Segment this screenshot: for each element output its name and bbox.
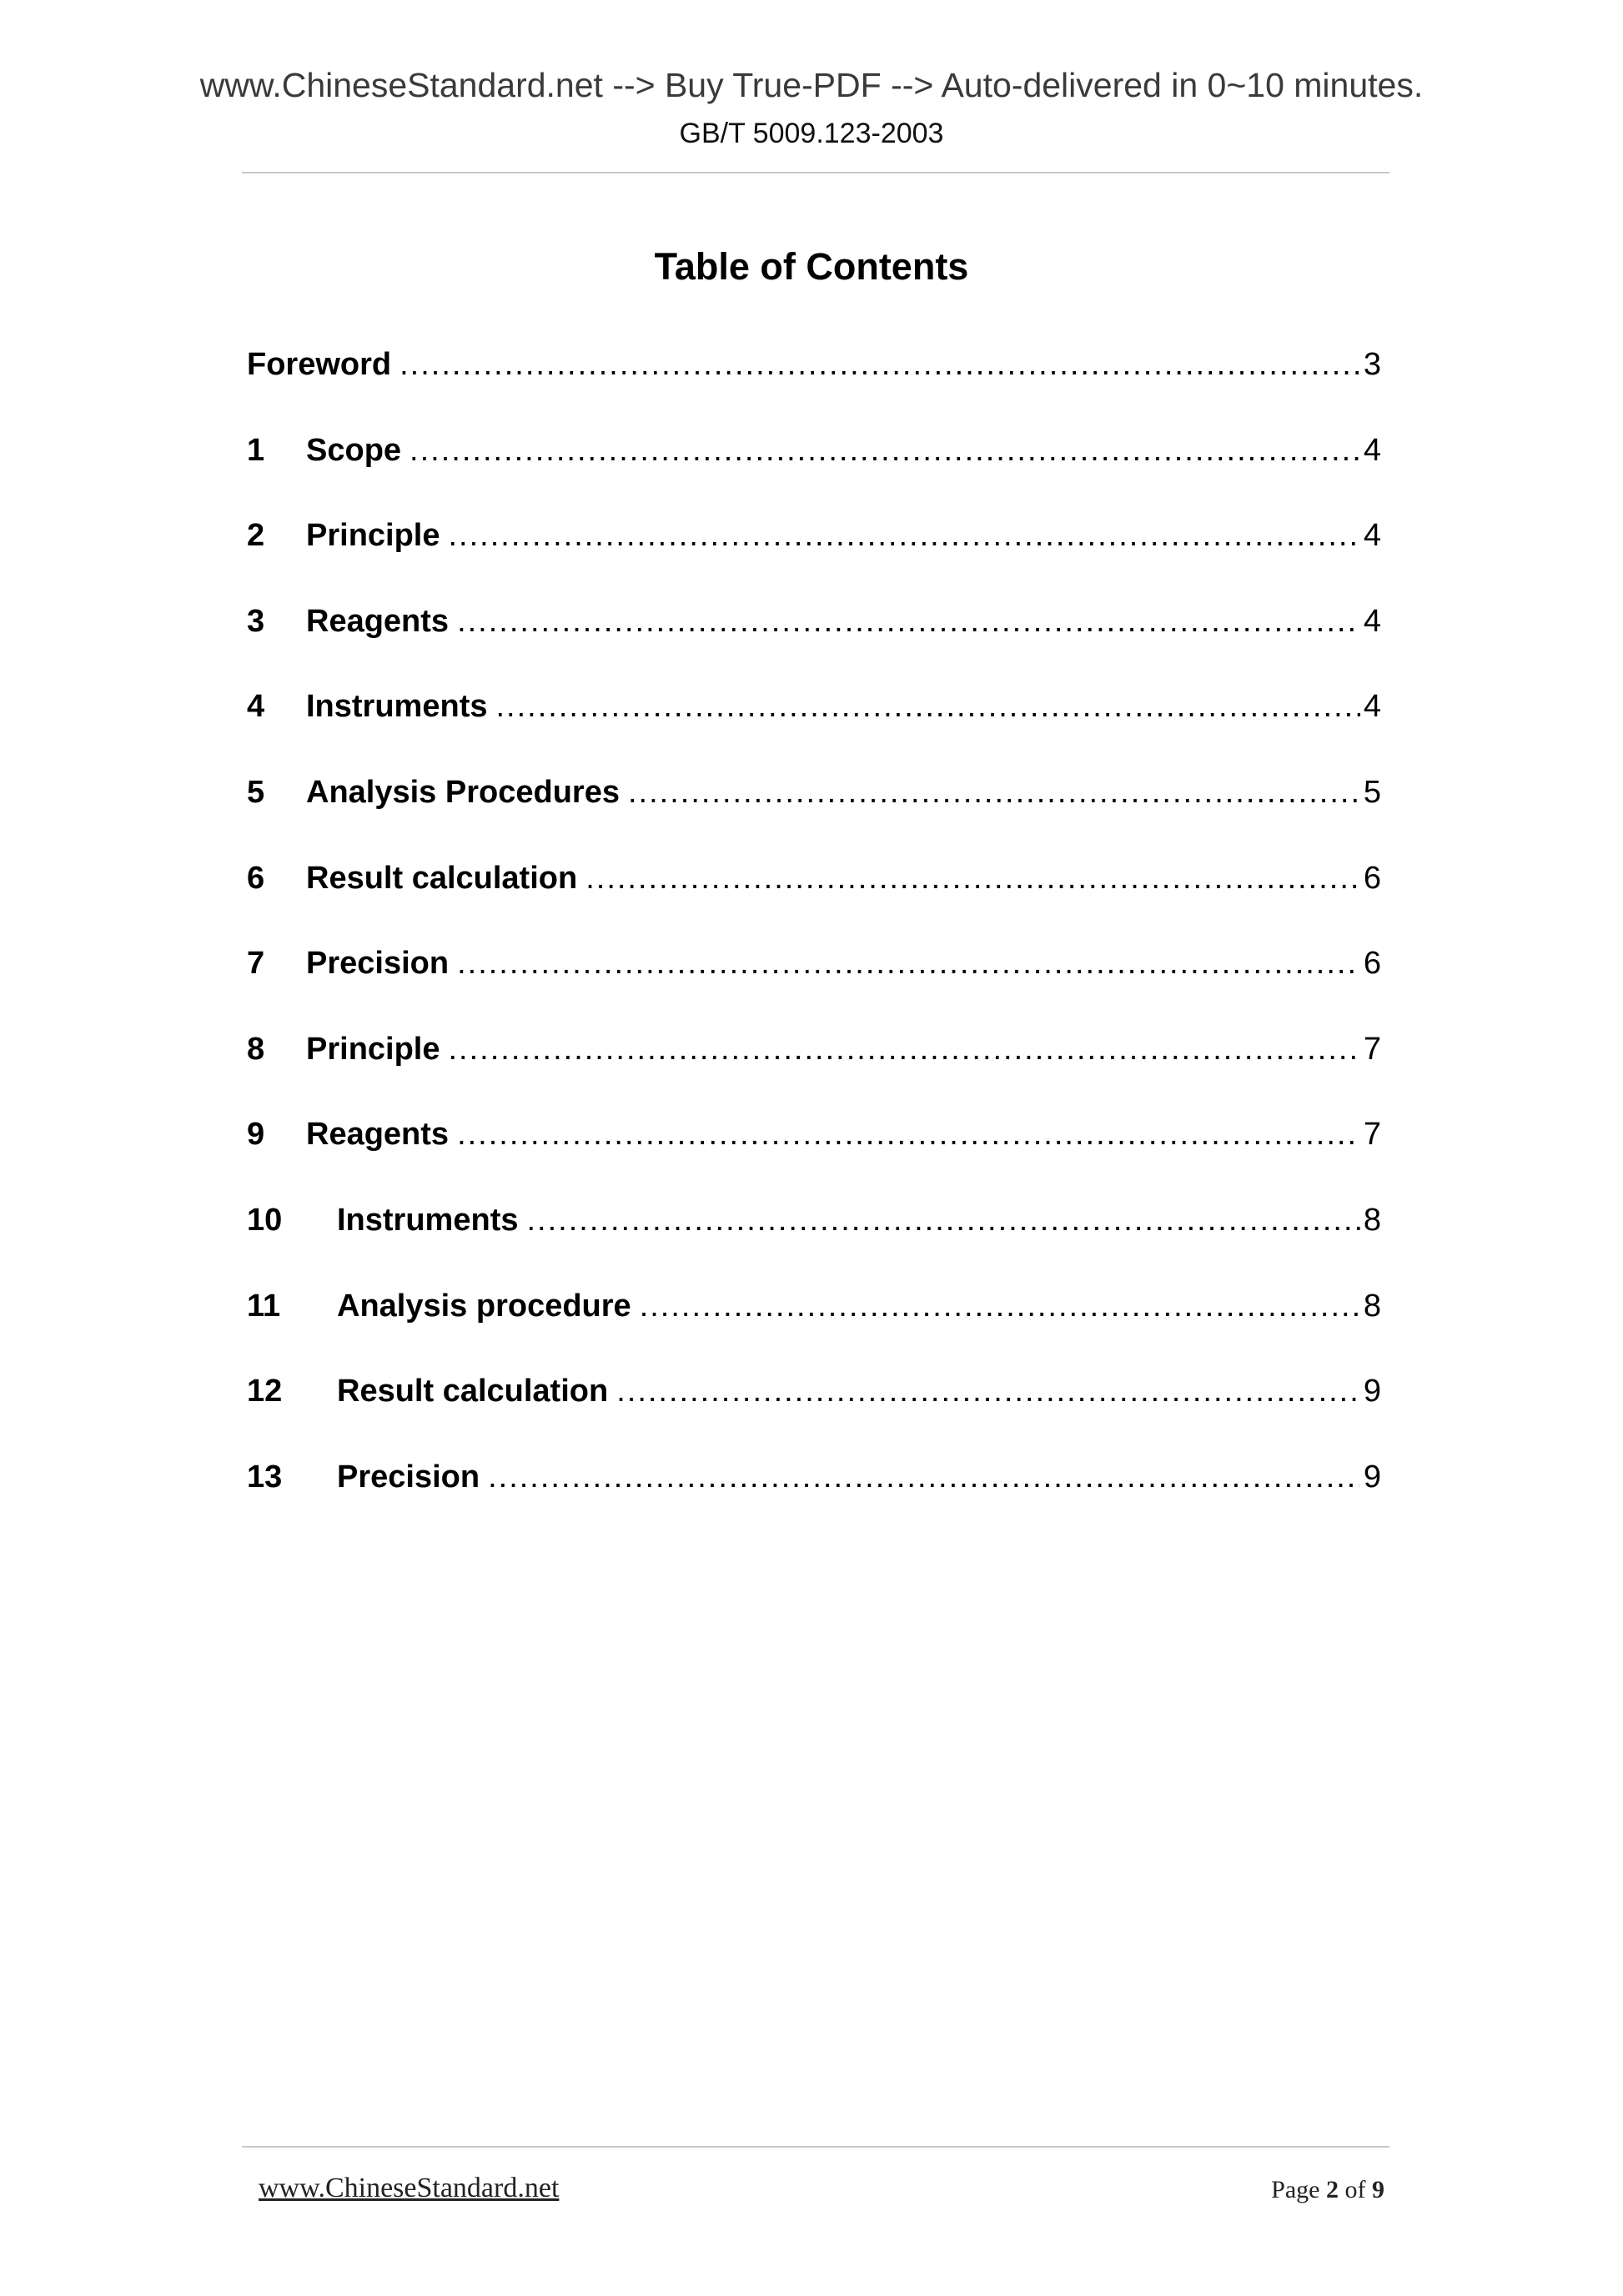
toc-dot-leader: [457, 942, 1360, 984]
toc-entry[interactable]: [247, 1370, 1381, 1456]
toc-entry-number: 12: [247, 1374, 283, 1409]
toc-dot-leader: [449, 1028, 1360, 1070]
page-indicator: [1271, 2173, 1384, 2207]
toc-dot-leader: [585, 857, 1360, 899]
toc-entry-number: 11: [247, 1288, 281, 1324]
toc-entry-page: 8: [1363, 1288, 1381, 1324]
header-banner: www.ChineseStandard.net --> Buy True-PDF --> Auto-delivered in 0~10 minutes.: [199, 66, 1424, 104]
toc-entry-label: Principle: [306, 518, 440, 554]
toc-dot-leader: [457, 1113, 1360, 1155]
toc-entry-number: 13: [247, 1459, 283, 1495]
toc-entry[interactable]: [247, 1456, 1381, 1542]
toc-entry-label: Reagents: [306, 1117, 450, 1153]
page-prefix: Page: [1271, 2176, 1320, 2203]
toc-entry-page: 7: [1363, 1117, 1381, 1153]
toc-entry[interactable]: [247, 1028, 1381, 1114]
toc-entry-page: 7: [1363, 1031, 1381, 1067]
toc-entry-number: 4: [247, 689, 265, 725]
toc-entry-label: Precision: [306, 946, 450, 982]
toc-entry[interactable]: [247, 857, 1381, 943]
toc-entry-page: 6: [1363, 860, 1381, 896]
toc-dot-leader: [616, 1370, 1360, 1412]
toc-entry-number: 2: [247, 518, 265, 554]
toc-entry-label: Analysis procedure: [337, 1288, 631, 1324]
toc-dot-leader: [526, 1199, 1359, 1241]
toc-dot-leader: [410, 430, 1360, 471]
toc-dot-leader: [457, 600, 1360, 642]
toc-entry[interactable]: [247, 686, 1381, 771]
toc-entry-number: 7: [247, 946, 265, 982]
toc-entry-number: 5: [247, 774, 265, 810]
toc-entry-page: 4: [1363, 518, 1381, 554]
toc-entry[interactable]: [247, 1113, 1381, 1199]
toc-entry-number: 10: [247, 1202, 283, 1238]
toc-dot-leader: [628, 771, 1360, 813]
current-page-number: 2: [1326, 2176, 1339, 2203]
toc-entry-label: Scope: [306, 432, 402, 468]
toc-entry-label: Instruments: [306, 689, 488, 725]
toc-entry-page: 9: [1363, 1374, 1381, 1409]
toc-dot-leader: [495, 686, 1359, 727]
toc-entry[interactable]: [247, 771, 1381, 857]
toc-entry[interactable]: [247, 942, 1381, 1028]
toc-entry-page: 9: [1363, 1459, 1381, 1495]
toc-entry-label: Principle: [306, 1031, 440, 1067]
toc-entry-label: Result calculation: [337, 1374, 609, 1409]
toc-entry-label: Analysis Procedures: [306, 774, 620, 810]
toc-entry-number: 3: [247, 603, 265, 639]
page-separator: of: [1344, 2176, 1366, 2203]
toc-dot-leader: [449, 515, 1360, 556]
toc-list: [247, 344, 1381, 1541]
toc-entry-number: 6: [247, 860, 265, 896]
toc-entry-label: Reagents: [306, 603, 450, 639]
toc-entry-page: 6: [1363, 946, 1381, 982]
toc-entry[interactable]: [247, 1199, 1381, 1285]
standard-code: GB/T 5009.123-2003: [679, 118, 944, 149]
toc-entry-page: 4: [1363, 689, 1381, 725]
toc-entry-number: 9: [247, 1117, 265, 1153]
toc-entry-number: 1: [247, 432, 265, 468]
toc-entry-page: 8: [1363, 1202, 1381, 1238]
toc-entry[interactable]: [247, 1285, 1381, 1371]
toc-title: Table of Contents: [654, 245, 969, 288]
toc-entry[interactable]: [247, 515, 1381, 600]
toc-entry-page: 4: [1363, 603, 1381, 639]
total-page-count: 9: [1372, 2176, 1384, 2203]
toc-dot-leader: [399, 344, 1360, 385]
toc-dot-leader: [488, 1456, 1360, 1498]
toc-entry-label: Precision: [337, 1459, 480, 1495]
toc-entry-label: Result calculation: [306, 860, 578, 896]
toc-entry-number: 8: [247, 1031, 265, 1067]
toc-entry-page: 4: [1363, 432, 1381, 468]
footer-divider: [242, 2146, 1389, 2148]
toc-entry-label: Instruments: [337, 1202, 519, 1238]
toc-entry-page: 3: [1363, 347, 1381, 382]
footer-site-link[interactable]: www.ChineseStandard.net: [259, 2173, 560, 2203]
toc-dot-leader: [640, 1285, 1360, 1327]
toc-entry-page: 5: [1363, 774, 1381, 810]
toc-entry[interactable]: [247, 344, 1381, 430]
toc-entry-label: Foreword: [247, 347, 392, 382]
header-divider: [242, 172, 1389, 173]
toc-entry[interactable]: [247, 600, 1381, 686]
toc-entry[interactable]: [247, 430, 1381, 515]
